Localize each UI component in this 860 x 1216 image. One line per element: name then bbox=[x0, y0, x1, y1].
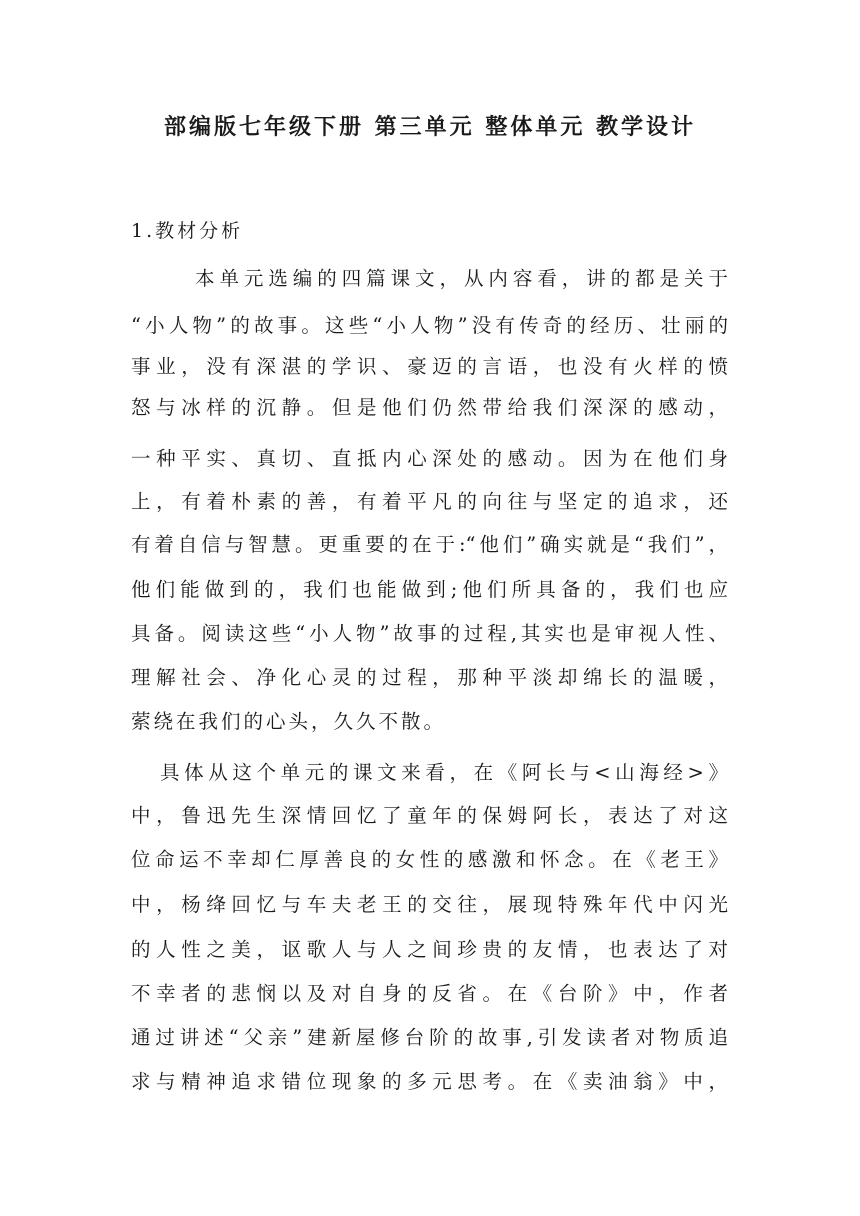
paragraph-line: “小人物”的故事。这些“小人物”没有传奇的经历、壮丽的 bbox=[131, 314, 728, 337]
paragraph-line: 怒与冰样的沉静。但是他们仍然带给我们深深的感动， bbox=[131, 396, 728, 419]
paragraph-line: 事业，没有深湛的学识、豪迈的言语，也没有火样的愤 bbox=[131, 355, 728, 378]
paragraph-line: 萦绕在我们的心头，久久不散。 bbox=[131, 710, 447, 733]
paragraph-line: 位命运不幸却仁厚善良的女性的感激和怀念。在《老王》 bbox=[131, 848, 728, 871]
paragraph-line: 求与精神追求错位现象的多元思考。在《卖油翁》中， bbox=[131, 1070, 728, 1093]
paragraph-line: 一种平实、真切、直抵内心深处的感动。因为在他们身 bbox=[131, 447, 728, 470]
paragraph-line: 不幸者的悲悯以及对自身的反省。在《台阶》中，作者 bbox=[131, 982, 728, 1005]
paragraph-line: 的人性之美，讴歌人与人之间珍贵的友情，也表达了对 bbox=[131, 938, 728, 961]
section-heading: 1.教材分析 bbox=[131, 220, 244, 242]
document-title: 部编版七年级下册 第三单元 整体单元 教学设计 bbox=[164, 115, 696, 140]
paragraph-line: 理解社会、净化心灵的过程，那种平淡却绵长的温暖， bbox=[131, 666, 728, 689]
paragraph-line: 本单元选编的四篇课文，从内容看，讲的都是关于 bbox=[195, 267, 728, 290]
paragraph-line: 通过讲述“父亲”建新屋修台阶的故事,引发读者对物质追 bbox=[131, 1026, 728, 1049]
paragraph-line: 中，鲁迅先生深情回忆了童年的保姆阿长，表达了对这 bbox=[131, 804, 728, 827]
paragraph-line: 他们能做到的，我们也能做到;他们所具备的，我们也应 bbox=[131, 578, 728, 601]
paragraph-line: 中，杨绛回忆与车夫老王的交往，展现特殊年代中闪光 bbox=[131, 893, 728, 916]
paragraph-line: 具备。阅读这些“小人物”故事的过程,其实也是审视人性、 bbox=[131, 622, 728, 645]
paragraph-line: 具体从这个单元的课文来看，在《阿长与<山海经>》 bbox=[160, 761, 728, 784]
paragraph-line: 上，有着朴素的善，有着平凡的向往与坚定的追求，还 bbox=[131, 490, 728, 513]
paragraph-line: 有着自信与智慧。更重要的在于:“他们”确实就是“我们”， bbox=[131, 533, 728, 556]
